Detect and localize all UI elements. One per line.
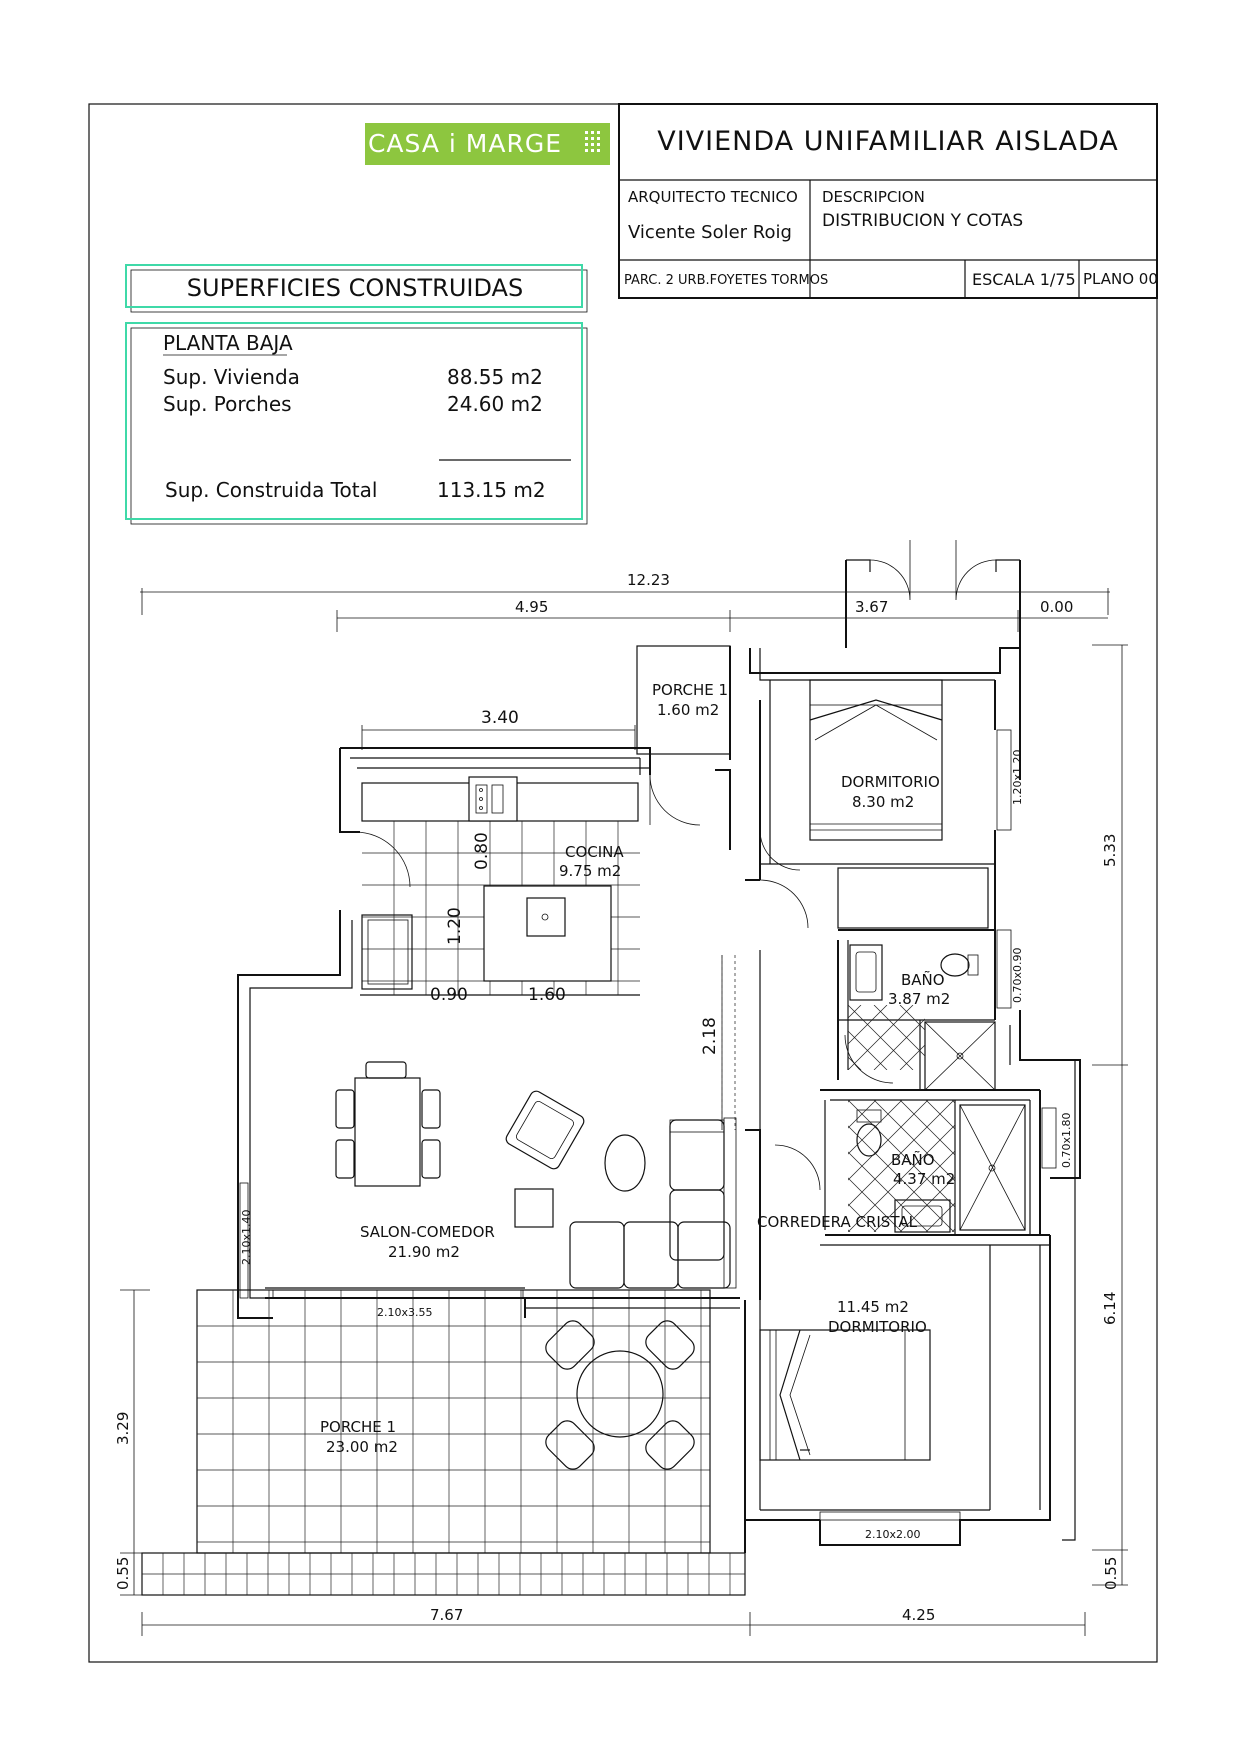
title-block bbox=[619, 104, 1158, 298]
architect-label: ARQUITECTO TECNICO bbox=[628, 188, 798, 206]
dim-label: 4.25 bbox=[902, 1606, 936, 1624]
dim-label: 1.20 bbox=[445, 907, 465, 945]
window-label: 2.10x1.40 bbox=[240, 1209, 253, 1265]
total-value: 113.15 m2 bbox=[437, 478, 546, 502]
plan-labels bbox=[114, 571, 1120, 1624]
dim-label: 2.18 bbox=[700, 1017, 720, 1055]
floor-plan bbox=[120, 540, 1128, 1636]
area-row-label: Sup. Porches bbox=[163, 392, 292, 416]
dim-label: 6.14 bbox=[1101, 1291, 1119, 1325]
area-row-value: 24.60 m2 bbox=[447, 392, 543, 416]
area-row-value: 88.55 m2 bbox=[447, 365, 543, 389]
logo bbox=[365, 123, 610, 165]
window-label: 2.10x2.00 bbox=[865, 1528, 921, 1541]
description-value: DISTRIBUCION Y COTAS bbox=[822, 211, 1024, 231]
dimension-lines bbox=[120, 588, 1128, 1636]
surfaces-table bbox=[126, 265, 587, 524]
dim-label: 5.33 bbox=[1101, 833, 1119, 867]
room-area: 11.45 m2 bbox=[837, 1298, 909, 1316]
dim-label: 0.55 bbox=[1102, 1556, 1120, 1590]
room-area: 23.00 m2 bbox=[326, 1438, 398, 1456]
dim-label: 1.60 bbox=[528, 985, 566, 1005]
patio-table-icon bbox=[542, 1317, 699, 1474]
sliding-door-label: CORREDERA CRISTAL bbox=[757, 1213, 917, 1231]
architect-name: Vicente Soler Roig bbox=[628, 222, 792, 243]
dim-label: 0.90 bbox=[430, 985, 468, 1005]
dim-label: 3.40 bbox=[481, 708, 519, 728]
room-name: PORCHE 1 bbox=[320, 1418, 397, 1436]
window-label: 0.70x0.90 bbox=[1011, 947, 1024, 1003]
room-name: PORCHE 1 bbox=[652, 681, 729, 699]
room-area: 3.87 m2 bbox=[888, 990, 951, 1008]
dim-label: 0.00 bbox=[1040, 598, 1074, 616]
plan-number: PLANO 00 bbox=[1083, 270, 1158, 288]
window-label: 2.10x3.55 bbox=[377, 1306, 433, 1319]
room-area: 9.75 m2 bbox=[559, 862, 622, 880]
dim-label: 0.55 bbox=[114, 1556, 132, 1590]
window-label: 0.70x1.80 bbox=[1060, 1112, 1073, 1168]
room-area: 8.30 m2 bbox=[852, 793, 915, 811]
bed-icon bbox=[760, 1330, 930, 1460]
floor-label: PLANTA BAJA bbox=[163, 331, 293, 355]
area-row-label: Sup. Vivienda bbox=[163, 365, 300, 389]
room-name: BAÑO bbox=[901, 971, 945, 989]
dim-label: 4.95 bbox=[515, 598, 549, 616]
kitchen-island bbox=[484, 886, 611, 981]
logo-text: CASA i MARGE bbox=[367, 129, 563, 158]
room-name: DORMITORIO bbox=[841, 773, 940, 791]
bed-icon bbox=[810, 680, 942, 840]
location-text: PARC. 2 URB.FOYETES TORMOS bbox=[624, 273, 829, 288]
room-name: BAÑO bbox=[891, 1151, 935, 1169]
window-label: 1.20x1.20 bbox=[1011, 749, 1024, 805]
living-furniture bbox=[504, 1089, 736, 1288]
tile-line bbox=[770, 1005, 835, 1070]
surfaces-heading: SUPERFICIES CONSTRUIDAS bbox=[186, 274, 524, 302]
terrace-tiles bbox=[142, 1290, 745, 1595]
description-label: DESCRIPCION bbox=[822, 188, 925, 206]
dim-overall: 12.23 bbox=[627, 571, 670, 589]
windows bbox=[240, 730, 1056, 1520]
dim-label: 7.67 bbox=[430, 1606, 464, 1624]
room-area: 4.37 m2 bbox=[893, 1170, 956, 1188]
dining-table-icon bbox=[336, 1062, 440, 1186]
dim-label: 0.80 bbox=[472, 832, 492, 870]
project-title: VIVIENDA UNIFAMILIAR AISLADA bbox=[657, 126, 1119, 157]
scale-text: ESCALA 1/75 bbox=[972, 270, 1076, 289]
dim-label: 3.67 bbox=[855, 598, 889, 616]
room-name: SALON-COMEDOR bbox=[360, 1223, 495, 1241]
bath-fixtures bbox=[850, 945, 995, 1090]
total-label: Sup. Construida Total bbox=[165, 478, 378, 502]
fridge-icon bbox=[362, 915, 412, 989]
room-name: DORMITORIO bbox=[828, 1318, 927, 1336]
room-name: COCINA bbox=[565, 843, 624, 861]
cooktop-icon bbox=[469, 777, 517, 821]
room-area: 21.90 m2 bbox=[388, 1243, 460, 1261]
doors bbox=[355, 540, 996, 1190]
tile-line bbox=[770, 1005, 835, 1070]
dim-label: 3.29 bbox=[114, 1411, 132, 1445]
room-area: 1.60 m2 bbox=[657, 701, 720, 719]
